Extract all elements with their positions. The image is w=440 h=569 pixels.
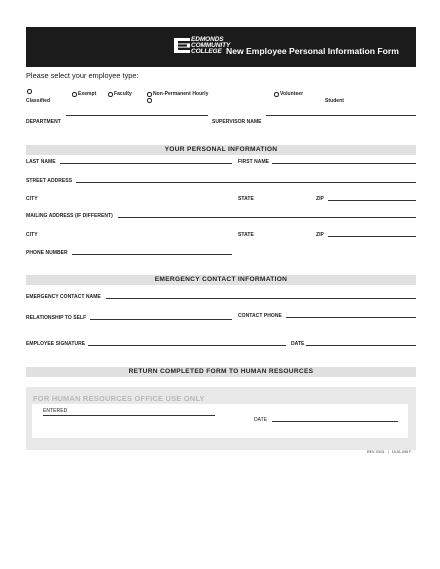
return-form-note: RETURN COMPLETED FORM TO HUMAN RESOURCES <box>26 367 416 377</box>
exempt-label: Exempt <box>78 91 97 97</box>
non-permanent-hourly-label: Non-Permanent Hourly <box>153 91 209 97</box>
logo-line: COLLEGE <box>191 48 222 55</box>
entered-label: ENTERED <box>43 408 68 414</box>
signature-date-label: DATE <box>291 341 305 347</box>
revision-date: REV. 03/11 <box>367 450 385 454</box>
last-name-label: LAST NAME <box>26 159 56 165</box>
emergency-contact-heading: EMERGENCY CONTACT INFORMATION <box>26 275 416 285</box>
mailing-address-label: MAILING ADDRESS (IF DIFFERENT) <box>26 213 113 219</box>
signature-date-field[interactable] <box>306 345 416 346</box>
classified-label: Classified <box>26 98 51 104</box>
student-label: Student <box>325 98 344 104</box>
volunteer-radio[interactable] <box>274 92 279 97</box>
supervisor-name-label: SUPERVISOR NAME <box>212 119 262 125</box>
personal-info-heading: YOUR PERSONAL INFORMATION <box>26 145 416 155</box>
city-label: CITY <box>26 196 38 202</box>
employee-type-prompt: Please select your employee type: <box>26 71 139 80</box>
department-field[interactable] <box>66 115 208 116</box>
last-name-field[interactable] <box>60 163 232 164</box>
faculty-radio[interactable] <box>108 92 113 97</box>
city-label-2: CITY <box>26 232 38 238</box>
first-name-field[interactable] <box>272 163 416 164</box>
state-label: STATE <box>238 196 254 202</box>
non-permanent-hourly-radio[interactable] <box>147 92 152 97</box>
college-logo-icon <box>174 38 190 53</box>
exempt-radio[interactable] <box>72 92 77 97</box>
logo-line: COMMUNITY <box>191 42 231 49</box>
emergency-contact-name-field[interactable] <box>106 298 416 299</box>
zip-label: ZIP <box>316 196 324 202</box>
volunteer-label: Volunteer <box>280 91 304 97</box>
phone-number-field[interactable] <box>72 254 232 255</box>
college-logo-text <box>191 37 230 55</box>
hr-date-field[interactable] <box>272 421 398 422</box>
form-footer: REV. 03/11 | 19-51-095 F <box>367 450 412 454</box>
contact-phone-field[interactable] <box>286 317 416 318</box>
mailing-address-field[interactable] <box>118 217 416 218</box>
logo-line: EDMONDS <box>191 36 224 43</box>
employee-signature-label: EMPLOYEE SIGNATURE <box>26 341 86 347</box>
relationship-label: RELATIONSHIP TO SELF <box>26 315 87 321</box>
classified-radio[interactable] <box>27 89 32 94</box>
form-title: New Employee Personal Information Form <box>226 46 399 56</box>
department-label: DEPARTMENT <box>26 119 61 125</box>
form-number: 19-51-095 F <box>391 450 412 454</box>
street-address-field[interactable] <box>76 182 416 183</box>
zip-field-2[interactable] <box>328 236 416 237</box>
employee-signature-field[interactable] <box>88 345 286 346</box>
supervisor-name-field[interactable] <box>266 115 416 116</box>
relationship-field[interactable] <box>90 319 232 320</box>
emergency-contact-name-label: EMERGENCY CONTACT NAME <box>26 294 101 300</box>
phone-number-label: PHONE NUMBER <box>26 250 68 256</box>
hr-office-title: FOR HUMAN RESOURCES OFFICE USE ONLY <box>33 394 205 403</box>
zip-label-2: ZIP <box>316 232 324 238</box>
faculty-label: Faculty <box>114 91 132 97</box>
zip-field[interactable] <box>328 200 416 201</box>
student-radio[interactable] <box>147 98 152 103</box>
hr-date-label: DATE <box>254 417 268 423</box>
state-label-2: STATE <box>238 232 254 238</box>
street-address-label: STREET ADDRESS <box>26 178 73 184</box>
entered-field[interactable] <box>43 415 215 416</box>
first-name-label: FIRST NAME <box>238 159 270 165</box>
contact-phone-label: CONTACT PHONE <box>238 313 282 319</box>
